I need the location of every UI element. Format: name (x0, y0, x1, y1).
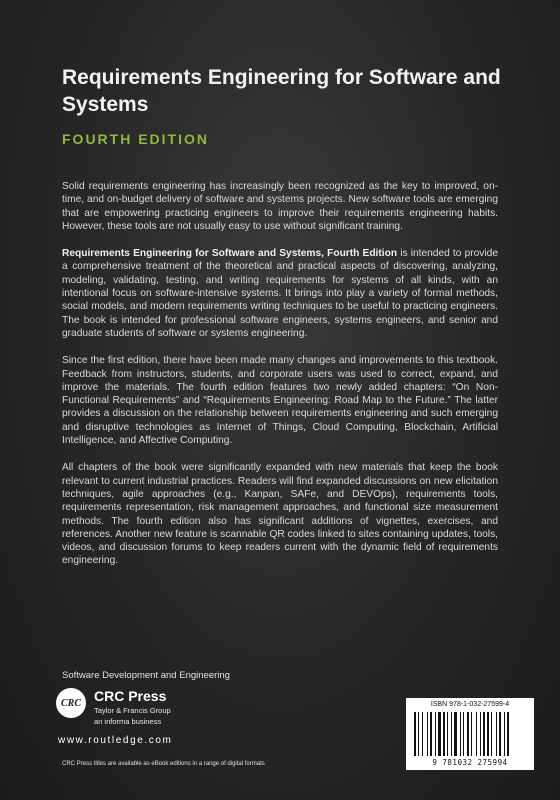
crc-logo-icon: CRC (56, 688, 86, 718)
isbn-digits: 9 781032 275994 (432, 758, 508, 767)
paragraph-purpose-text: is intended to provide a comprehensive treatment of the theoretical and practical aspects of discovering, analyzing, modeling, validating, testing, and writing requirements for systems of all kinds, with an intentional focus on software-intensive systems. It brings into play a variety of formal methods, social models, and modern requirements writing techniques to be useful to practicing engineers. The book is intended for professional software engineers, systems engineers, and senior and graduate students of software or systems engineering. (62, 248, 498, 339)
publisher-group: Taylor & Francis Group (94, 706, 171, 715)
book-title: Requirements Engineering for Software and Systems (62, 66, 501, 116)
ebook-footnote: CRC Press titles are available as eBook editions in a range of digital formats (62, 761, 265, 767)
paragraph-purpose (62, 247, 498, 340)
series-name: Software Development and Engineering (62, 670, 230, 681)
publisher-website[interactable]: www.routledge.com (58, 735, 173, 746)
paragraph-intro: Solid requirements engineering has increasingly been recognized as the key to improved, on-time, and on-budget delivery of software and systems projects. New software tools are emerging that are empowering practicing engineers to improve their requirements engineering habits. However, these tools are not usually easy to use without significant training. (62, 181, 498, 232)
edition-label: FOURTH EDITION (62, 131, 209, 147)
isbn-barcode (406, 698, 534, 770)
barcode-bars-icon (414, 712, 526, 756)
publisher-informa: an informa business (94, 717, 162, 726)
publisher-logo (56, 688, 276, 748)
paragraph-expansion: All chapters of the book were significantly expanded with new materials that keep the book relevant to current industrial practices. Readers will find expanded discussions on new elicitation techniques, agile approaches (e.g., Kanpan, SAFe, and DEVOps), requirements tools, requirements representation, risk management approaches, and functional size measurement methods. The fourth edition also has significant additions of vignettes, exercises, and references. Another new feature is scannable QR codes linked to sites containing updates, tools, videos, and discussion forums to keep readers current with the dynamic field of requirements engineering. (62, 462, 498, 567)
back-cover-description (62, 180, 498, 582)
paragraph-changes: Since the first edition, there have been made many changes and improvements to this textbook. Feedback from instructors, students, and corporate users was used to correct, expand, and improve the materials. The fourth edition features two newly added chapters: “On Non-Functional Requirements” and “Requirements Engineering: Road Map to the Future.” The latter provides a discussion on the relationship between requirements engineering and such emerging and disruptive technologies as Internet of Things, Cloud Computing, Blockchain, Artificial Intelligence, and Affective Computing. (62, 355, 498, 447)
isbn-label: ISBN 978-1-032-27599-4 (430, 701, 510, 708)
publisher-name: CRC Press (94, 688, 167, 704)
book-title-inline: Requirements Engineering for Software and Systems, Fourth Edition (62, 248, 398, 260)
